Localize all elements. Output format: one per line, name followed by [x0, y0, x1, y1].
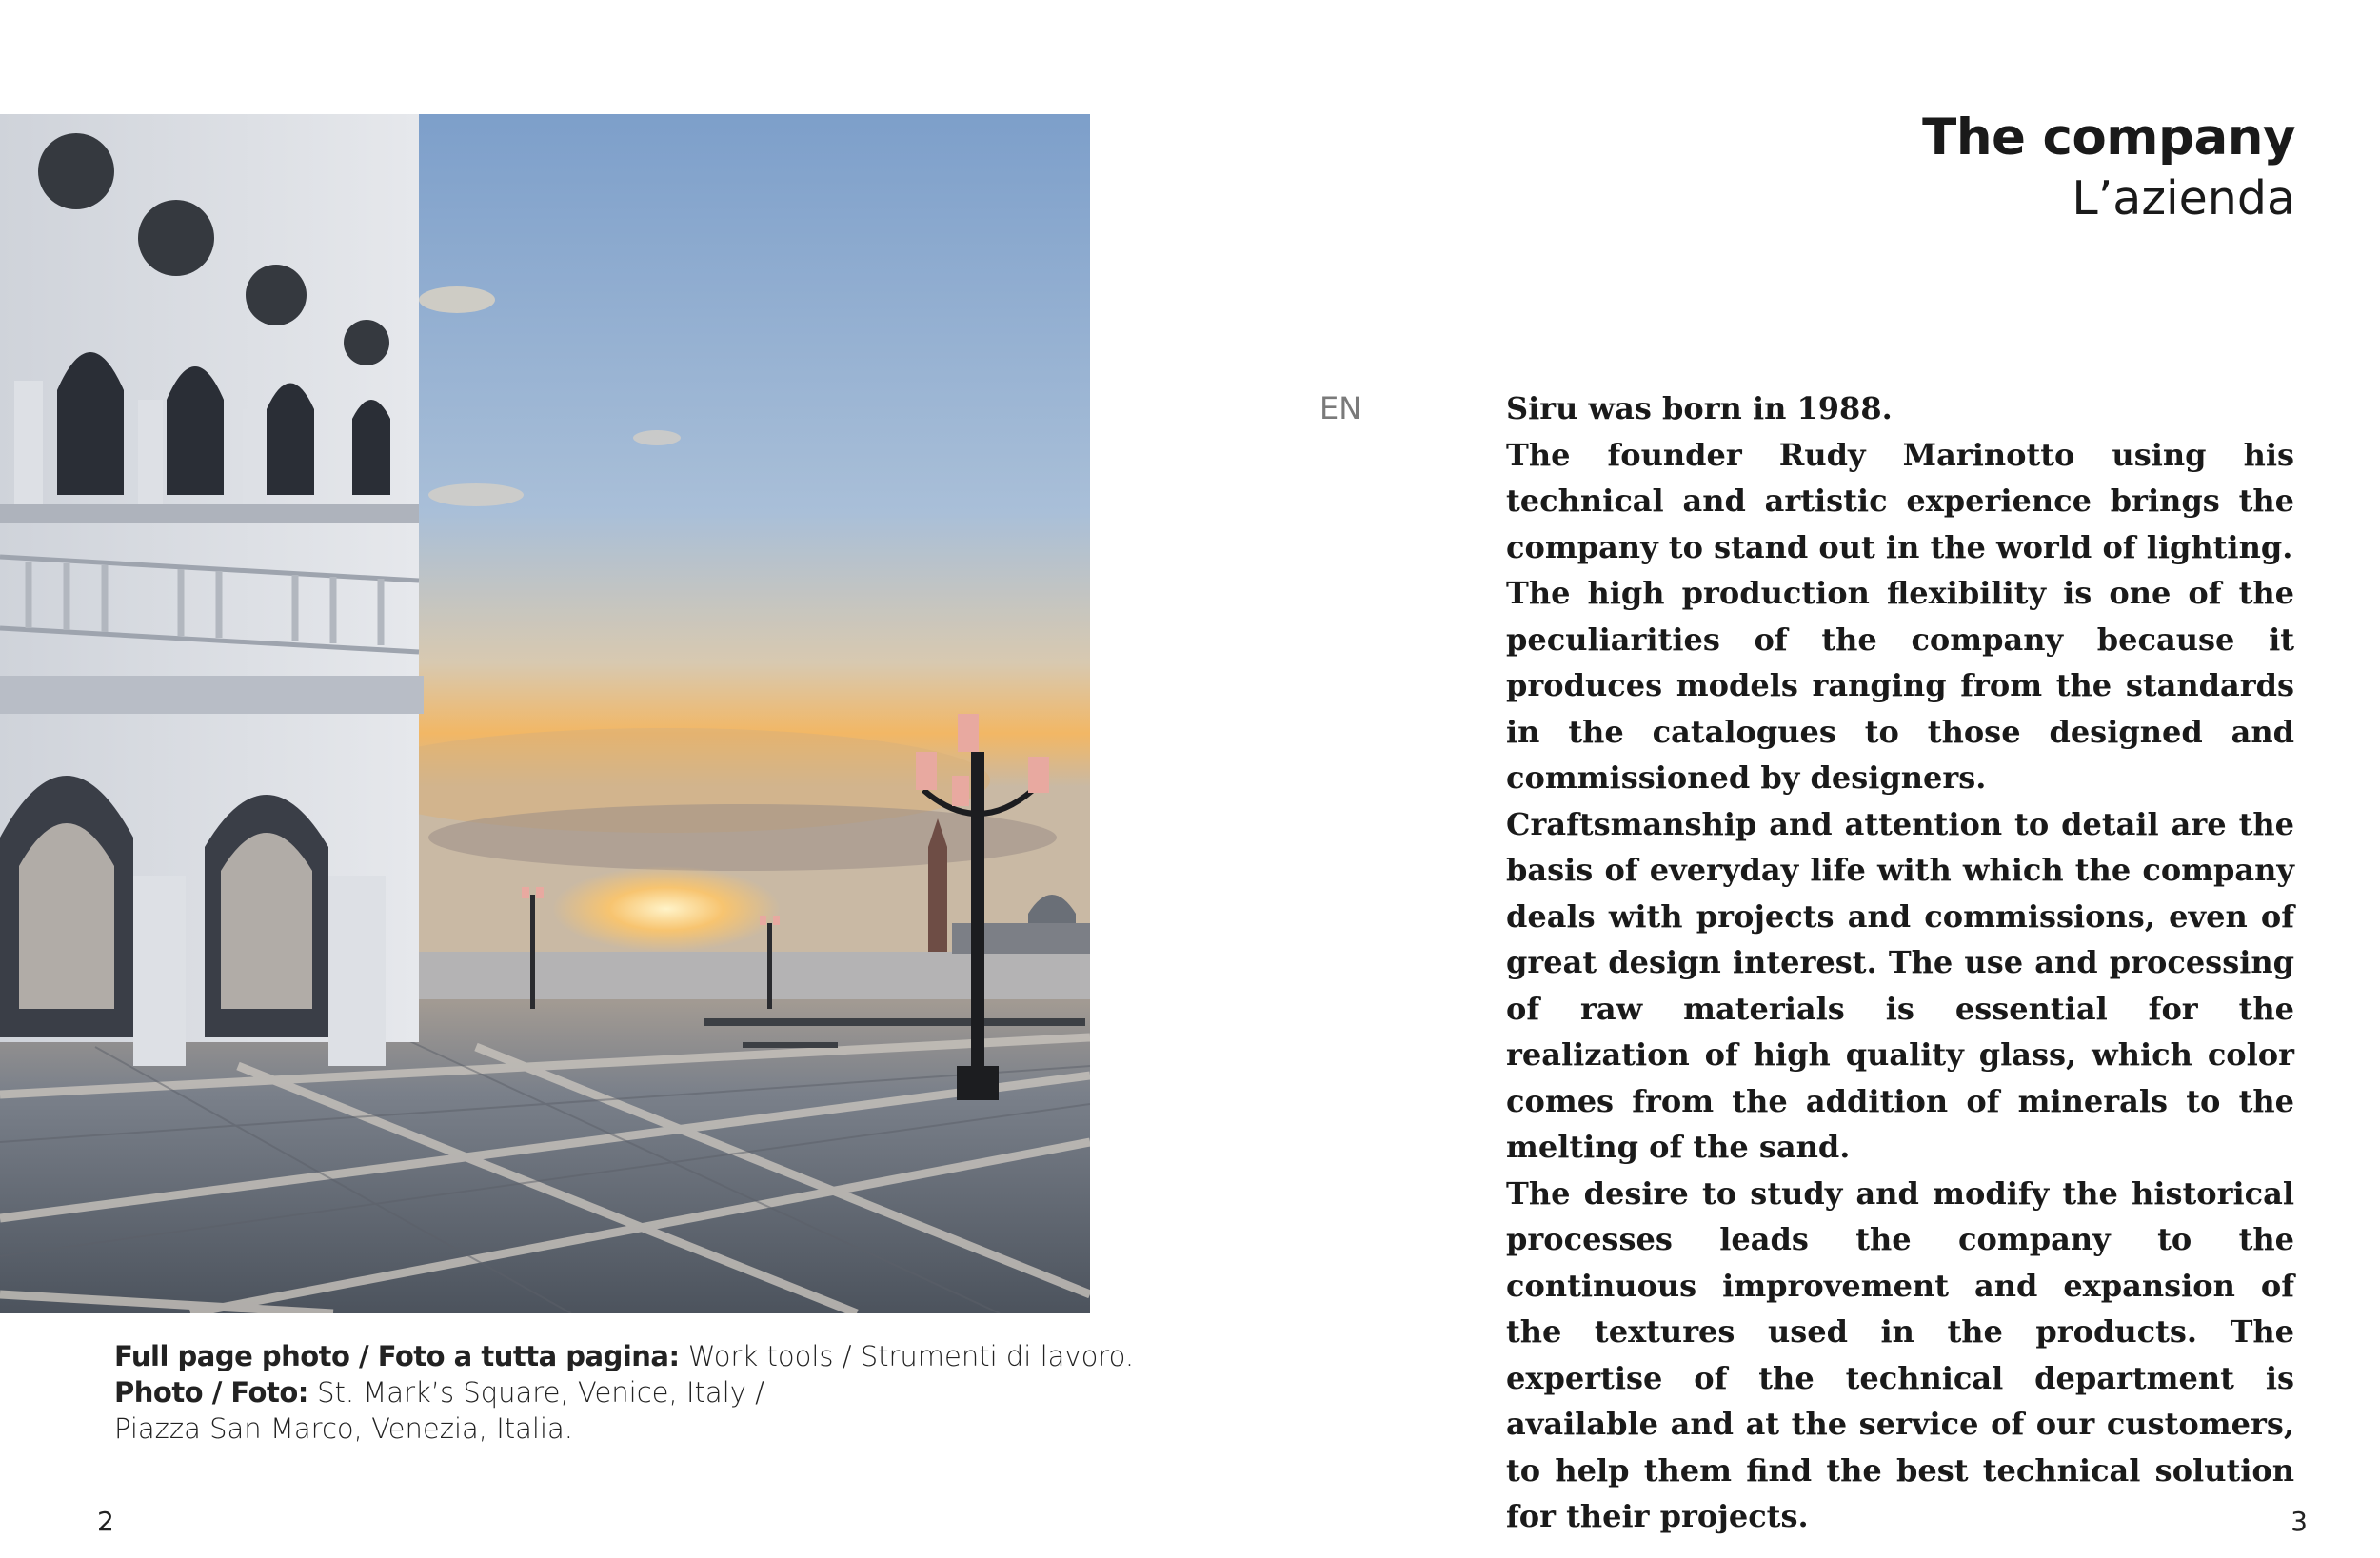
page-subtitle: L’azienda	[2072, 171, 2295, 226]
venice-photo	[0, 114, 1090, 1313]
page-number-right: 3	[2291, 1506, 2308, 1537]
caption-label-photo: Photo / Foto:	[114, 1376, 308, 1409]
page-title: The company	[1922, 108, 2295, 167]
paragraph-founder: The founder Rudy Marinotto using his technical and artistic experience brings the company to stand out in the world of lighting.	[1506, 436, 2294, 565]
caption-text-full-page: Work tools / Strumenti di lavoro.	[687, 1340, 1135, 1372]
caption-line-photo	[114, 1374, 1066, 1410]
paragraph-research: The desire to study and modify the historical processes leads the company to the continuous improvement and expansion of the textures used in the products. The expertise of the technical department is available and at the service of our customers, to help them find the best technical solution for their projects.	[1506, 1174, 2294, 1534]
paragraph-flexibility: The high production flexibility is one of the peculiarities of the company because it produces models ranging from the standards in the catalogues to those designed and commissioned by designers.	[1506, 575, 2294, 796]
page-title-block	[1922, 107, 2295, 228]
paragraph-craftsmanship: Craftsmanship and attention to detail are the basis of everyday life with which the company deals with projects and commissions, even of great design interest. The use and processing of raw materials is essential for the realization of high quality glass, which color comes from the addition of minerals to the melting of the sand.	[1506, 805, 2294, 1165]
paragraph-founded: Siru was born in 1988.	[1506, 390, 1893, 426]
photo-caption	[114, 1338, 1135, 1447]
company-description	[1506, 385, 2294, 1540]
caption-label-full-page: Full page photo / Foto a tutta pagina:	[114, 1340, 680, 1372]
caption-line-full-page-photo	[114, 1338, 1135, 1374]
caption-text-photo: St. Mark’s Square, Venice, Italy /	[317, 1376, 764, 1409]
st-marks-square-image	[0, 114, 1090, 1313]
caption-line-location-italian: Piazza San Marco, Venezia, Italia.	[114, 1412, 574, 1445]
language-tag: EN	[1319, 390, 1362, 426]
page-number-left: 2	[97, 1506, 114, 1537]
